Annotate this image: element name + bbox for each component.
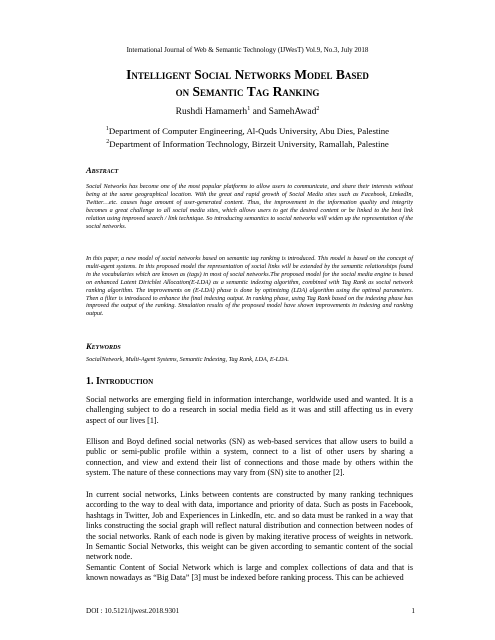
affiliation-1-mark: 1: [105, 126, 109, 133]
title-line-2: on Semantic Tag Ranking: [175, 84, 320, 99]
authors: [0, 106, 495, 117]
intro-paragraph-3: In current social networks, Links between contents are constructed by many ranking techniques according to the way to deal with data, importance and priority of data. Such as posts in Facebook, hashtags in Twitter, Job and Experiences in LinkedIn, etc. and so data must be ranked in a way that links constructing the social graph will reflect natural distribution and connection between nodes of the social networks. Rank of each node is given by making iterative process of weights in network. In Semantic Social Networks, this weight can be given according to semantic content of the social network node.: [86, 490, 413, 562]
affiliation-1: [0, 126, 495, 136]
author-1: Rushdi Hamamerh: [175, 107, 248, 118]
keywords-text: SocialNetwork, Multi-Agent Systems, Semantic Indexing, Tag Rank, LDA, E-LDA.: [86, 356, 289, 363]
page-number: 1: [411, 607, 415, 615]
intro-paragraph-2: Ellison and Boyd defined social networks (SN) as web-based services that allow users to build a public or semi-public profile within a system, connect to a list of other users by sharing a connection, and view and extend their list of connections and those made by others within the system. The nature of these connections may vary from (SN) site to another [2].: [86, 437, 413, 478]
abstract-paragraph-2: In this paper, a new model of social networks based on semantic tag ranking is introduced. This model is based on the concept of multi-agent systems. In this proposed model the representation of social links will be extended by the semantic relationships found in the vocabularies which are known as (tags) in most of social networks.The proposed model for the social media engine is based on enhanced Latent Dirichlet Allocation(E-LDA) as a semantic indexing algorithm, combined with Tag Rank as social network ranking algorithm. The improvements on (E-LDA) phase is done by optimizing (LDA) algorithm using the optimal parameters. Then a filter is introduced to enhance the final indexing output. In ranking phase, using Tag Rank based on the indexing phase has improved the output of the ranking. Simulation results of the proposed model have shown improvements in indexing and ranking output.: [86, 255, 413, 318]
journal-header: International Journal of Web & Semantic Technology (IJWesT) Vol.9, No.3, July 2018: [126, 46, 369, 54]
title-line-1: Intelligent Social Networks Model Based: [126, 67, 369, 82]
affiliation-1-text: Department of Computer Engineering, Al-Quds University, Abu Dies, Palestine: [108, 126, 390, 136]
author-2: and SamehAwad: [250, 107, 317, 118]
affiliation-2: [0, 139, 495, 149]
keywords-heading: Keywords: [86, 341, 121, 351]
author-2-mark: 2: [316, 106, 320, 112]
affiliation-2-text: Department of Information Technology, Birzeit University, Ramallah, Palestine: [109, 139, 389, 149]
intro-paragraph-4: Semantic Content of Social Network which is large and complex collections of data and that is known nowadays as “Big Data” [3] must be indexed before ranking process. This can be achieved: [86, 563, 413, 583]
intro-paragraph-1: Social networks are emerging field in information interchange, worldwide used and wanted. It is a challenging subject to do a research in social media field as it was and still affecting us in every aspect of our lives [1].: [86, 395, 413, 425]
author-1-mark: 1: [247, 106, 251, 112]
doi-footer: DOI : 10.5121/ijwest.2018.9301: [86, 607, 180, 615]
paper-title: [60, 66, 435, 100]
abstract-heading: Abstract: [86, 165, 119, 175]
abstract-paragraph-1: Social Networks has become one of the most popular platforms to allow users to communicate, and share their interests without being at the same geographical location. With the great and rapid growth of Social Media sites such as Facebook, LinkedIn, Twitter…etc. causes huge amount of user-generated content. Thus, the improvement in the information quality and integrity becomes a great challenge to all social media sites, which allows users to get the desired content or be linked to the best link relation using improved search / link technique. So introducing semantics to social networks will widen up the representation of the social networks.: [86, 183, 413, 230]
introduction-heading: 1. Introduction: [86, 376, 154, 387]
affiliation-2-mark: 2: [106, 139, 110, 146]
